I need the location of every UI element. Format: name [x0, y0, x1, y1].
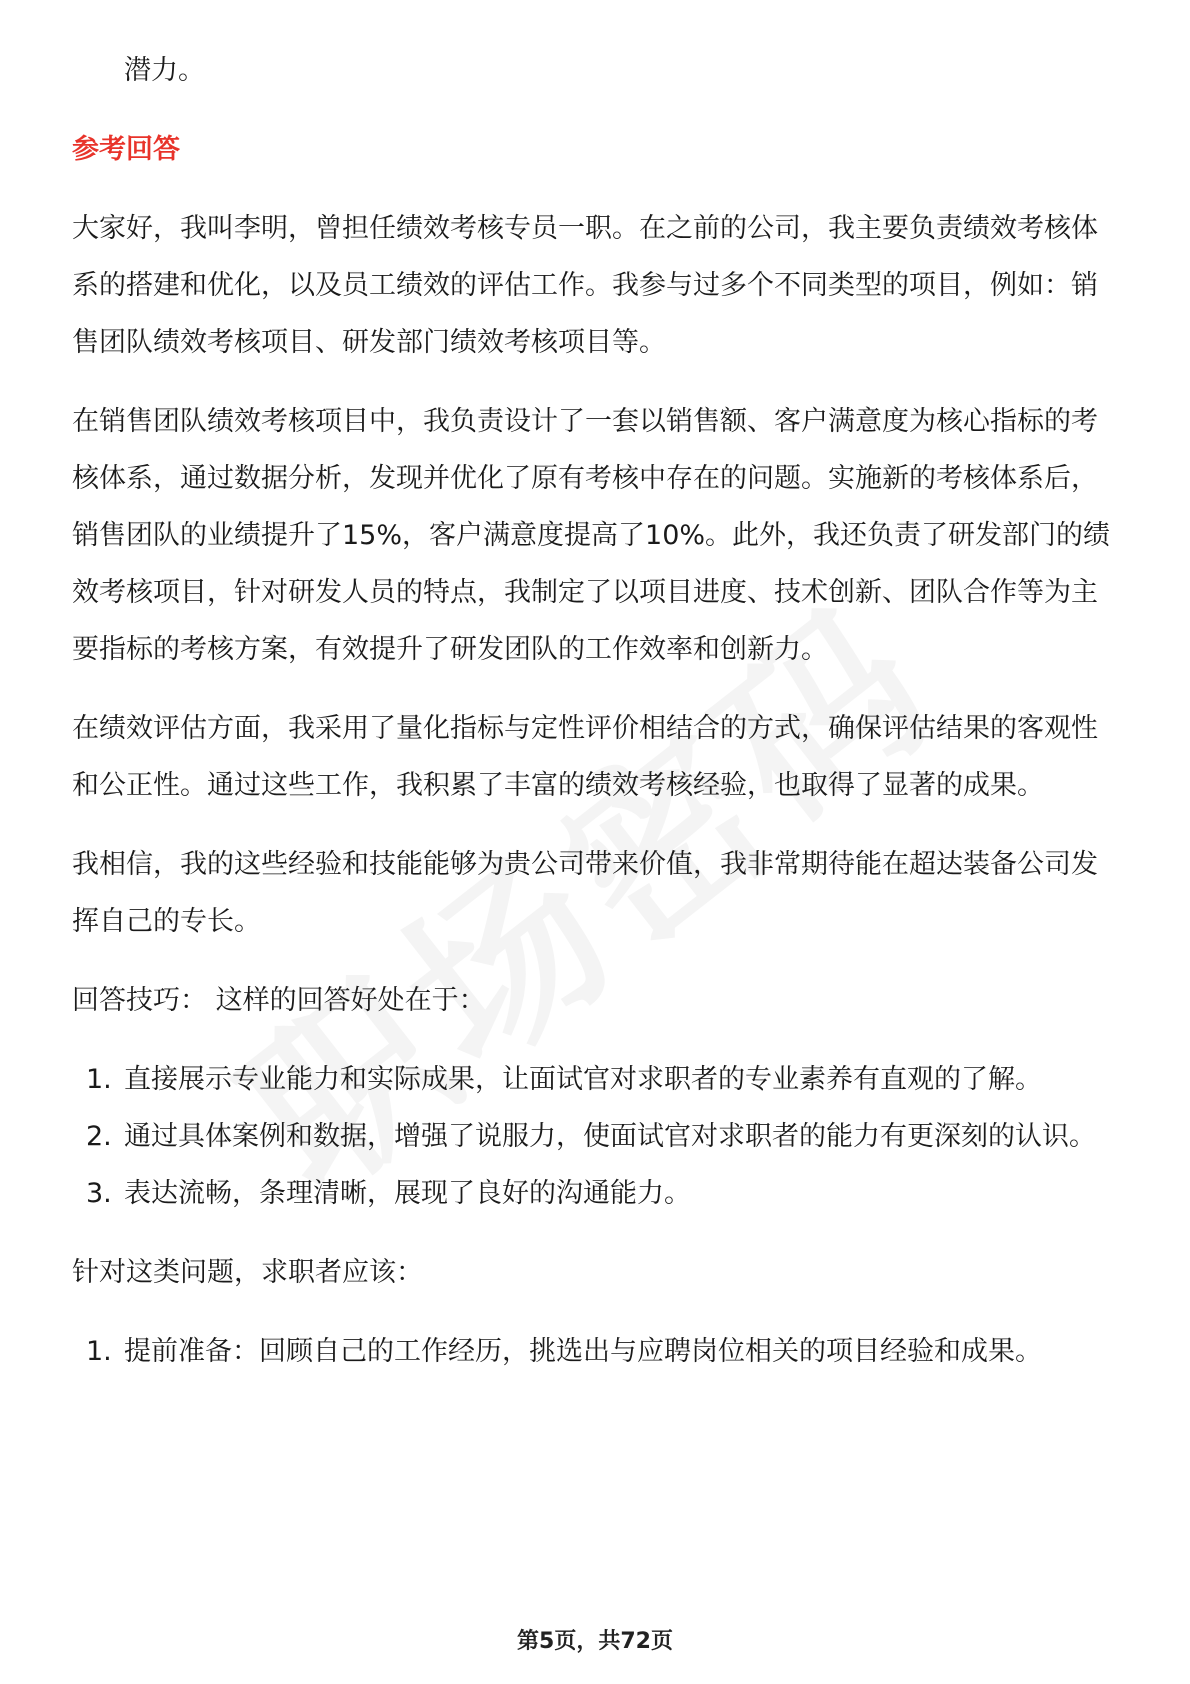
list-item: 3. 表达流畅，条理清晰，展现了良好的沟通能力。 [86, 1178, 691, 1209]
answer-paragraph-2: 在销售团队绩效考核项目中，我负责设计了一套以销售额、客户满意度为核心指标的考核体系，通过数据分析，发现并优化了原有考核中存在的问题。实施新的考核体系后，销售团队的业绩提升了15%，客户满意度提高了10%。此外，我还负责了研发部门的绩效考核项目，针对研发人员的特点，我制定了以项目进度、技术创新、团队合作等为主要指标的考核方案，有效提升了研发团队的工作效率和创新力。 [72, 406, 1111, 665]
answer-paragraph-1: 大家好，我叫李明，曾担任绩效考核专员一职。在之前的公司，我主要负责绩效考核体系的搭建和优化，以及员工绩效的评估工作。我参与过多个不同类型的项目，例如：销售团队绩效考核项目、研发部门绩效考核项目等。 [72, 213, 1098, 358]
answer-paragraph-4: 我相信，我的这些经验和技能能够为贵公司带来价值，我非常期待能在超达装备公司发挥自己的专长。 [72, 849, 1098, 937]
section-heading: 参考回答 [72, 134, 180, 165]
list-item: 1. 直接展示专业能力和实际成果，让面试官对求职者的专业素养有直观的了解。 [86, 1064, 1042, 1095]
continuation-text: 潜力。 [124, 55, 205, 86]
page-content [72, 42, 1122, 1380]
tips-list [72, 1051, 1122, 1222]
list-item: 1. 提前准备：回顾自己的工作经历，挑选出与应聘岗位相关的项目经验和成果。 [86, 1336, 1042, 1367]
tips-intro: 回答技巧： 这样的回答好处在于： [72, 985, 486, 1016]
advice-intro: 针对这类问题，求职者应该： [72, 1257, 423, 1288]
answer-paragraph-3: 在绩效评估方面，我采用了量化指标与定性评价相结合的方式，确保评估结果的客观性和公正性。通过这些工作，我积累了丰富的绩效考核经验，也取得了显著的成果。 [72, 713, 1098, 801]
advice-list [72, 1323, 1122, 1380]
list-item: 2. 通过具体案例和数据，增强了说服力，使面试官对求职者的能力有更深刻的认识。 [86, 1121, 1096, 1152]
page-footer: 第5页，共72页 [517, 1629, 673, 1654]
